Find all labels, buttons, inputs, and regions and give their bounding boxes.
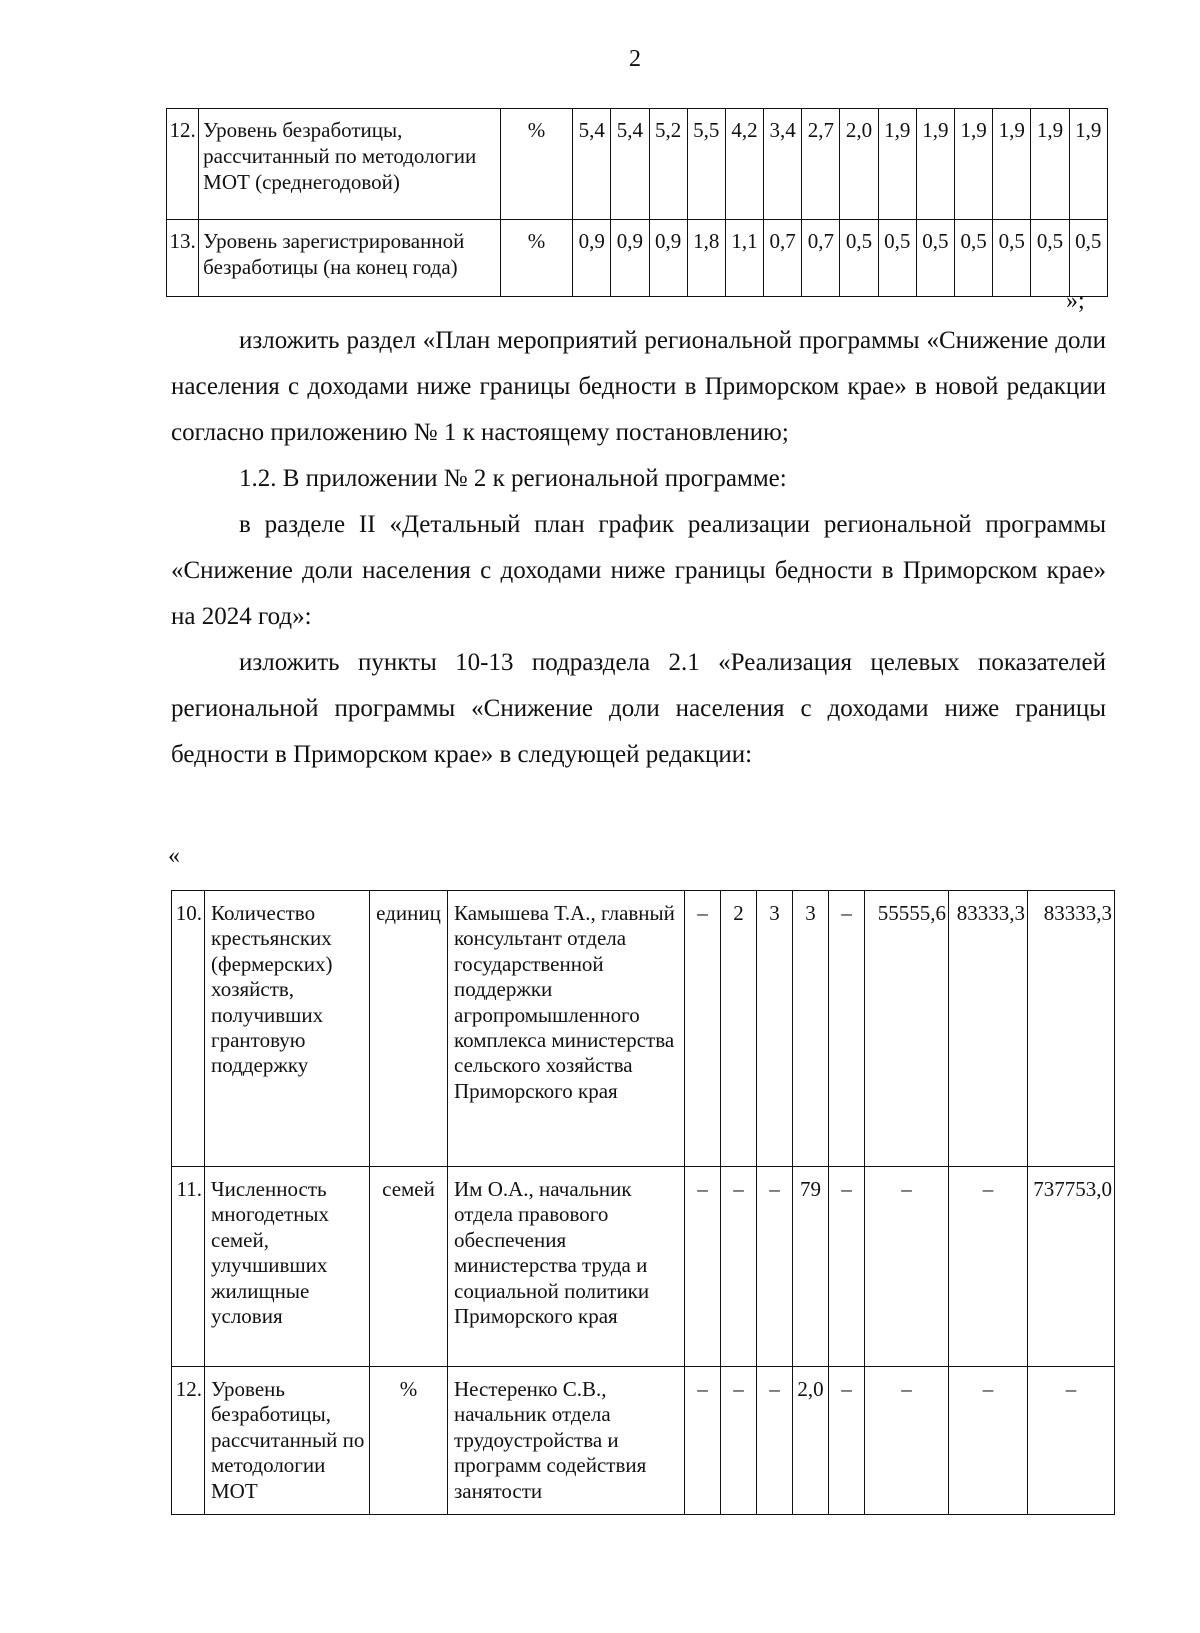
paragraph: в разделе II «Детальный план график реализации региональной программы «Снижение доли населения с доходами ниже границы бедности в Приморском крае» на 2024 год»: (171, 511, 1106, 630)
value-cell: 1,1 (725, 220, 763, 297)
amount-cell: – (949, 1367, 1028, 1515)
amount-cell: 83333,3 (1028, 891, 1115, 1167)
responsible-person: Нестеренко С.В., начальник отдела трудоустройства и программ содействия занятости (448, 1367, 685, 1515)
value-cell: 0,5 (1069, 220, 1107, 297)
responsible-person: Камышева Т.А., главный консультант отдела государственной поддержки агропромышленного комплекса министерства сельского хозяйства Приморского края (448, 891, 685, 1167)
opening-quote: « (168, 843, 180, 869)
indicators-table-top (166, 108, 1108, 297)
value-cell: – (685, 1167, 721, 1367)
indicator-name: Количество крестьянских (фермерских) хозяйств, получивших грантовую поддержку (205, 891, 370, 1167)
unit: % (500, 220, 572, 297)
row-number: 11. (172, 1167, 205, 1367)
value-cell: 1,9 (955, 109, 993, 220)
value-cell: 1,9 (1031, 109, 1069, 220)
unit: единиц (370, 891, 448, 1167)
value-cell: 3,4 (764, 109, 802, 220)
unit: % (370, 1367, 448, 1515)
row-number: 12. (172, 1367, 205, 1515)
value-cell: 3 (757, 891, 793, 1167)
value-cell: – (757, 1367, 793, 1515)
body-text (171, 318, 1106, 778)
page-number: 2 (629, 46, 641, 72)
amount-cell: – (949, 1167, 1028, 1367)
value-cell: 0,9 (611, 220, 649, 297)
value-cell: – (721, 1367, 757, 1515)
table-row (172, 891, 1115, 1167)
value-cell: 4,2 (725, 109, 763, 220)
value-cell: 0,5 (916, 220, 954, 297)
value-cell: 0,7 (764, 220, 802, 297)
unit: семей (370, 1167, 448, 1367)
value-cell: 2,0 (793, 1367, 829, 1515)
amount-cell: – (865, 1167, 949, 1367)
value-cell: 1,9 (878, 109, 916, 220)
value-cell: 1,9 (993, 109, 1031, 220)
paragraph: 1.2. В приложении № 2 к региональной программе: (239, 465, 787, 492)
value-cell: 0,9 (649, 220, 687, 297)
paragraph: изложить пункты 10-13 подраздела 2.1 «Реализация целевых показателей региональной программы «Снижение доли населения с доходами ниже границы бедности в Приморском крае» в следующей редакции: (171, 649, 1106, 768)
table-row (167, 109, 1108, 220)
indicator-name: Уровень безработицы, рассчитанный по методологии МОТ (205, 1367, 370, 1515)
value-cell: – (829, 1367, 865, 1515)
indicators-table-bottom (171, 890, 1115, 1515)
indicator-name: Численность многодетных семей, улучшивших жилищные условия (205, 1167, 370, 1367)
value-cell: 0,5 (1031, 220, 1069, 297)
closing-quote: »; (1066, 288, 1085, 314)
value-cell: 0,5 (993, 220, 1031, 297)
row-number: 10. (172, 891, 205, 1167)
value-cell: 5,2 (649, 109, 687, 220)
amount-cell: – (1028, 1367, 1115, 1515)
value-cell: 2,0 (840, 109, 878, 220)
responsible-person: Им О.А., начальник отдела правового обеспечения министерства труда и социальной политики Приморского края (448, 1167, 685, 1367)
row-number: 12. (167, 109, 199, 220)
value-cell: 0,5 (955, 220, 993, 297)
value-cell: 1,9 (916, 109, 954, 220)
value-cell: – (829, 891, 865, 1167)
value-cell: 79 (793, 1167, 829, 1367)
amount-cell: – (865, 1367, 949, 1515)
table-row (172, 1367, 1115, 1515)
value-cell: 0,5 (878, 220, 916, 297)
unit: % (500, 109, 572, 220)
table-row (167, 220, 1108, 297)
amount-cell: 737753,0 (1028, 1167, 1115, 1367)
indicator-name: Уровень безработицы, рассчитанный по методологии МОТ (среднегодовой) (199, 109, 501, 220)
value-cell: 0,5 (840, 220, 878, 297)
value-cell: 0,7 (802, 220, 840, 297)
value-cell: 5,4 (573, 109, 611, 220)
value-cell: – (721, 1167, 757, 1367)
row-number: 13. (167, 220, 199, 297)
table-row (172, 1167, 1115, 1367)
value-cell: 5,4 (611, 109, 649, 220)
value-cell: 0,9 (573, 220, 611, 297)
amount-cell: 83333,3 (949, 891, 1028, 1167)
value-cell: 3 (793, 891, 829, 1167)
amount-cell: 55555,6 (865, 891, 949, 1167)
value-cell: 2,7 (802, 109, 840, 220)
value-cell: 5,5 (687, 109, 725, 220)
value-cell: 1,8 (687, 220, 725, 297)
value-cell: – (829, 1167, 865, 1367)
indicator-name: Уровень зарегистрированной безработицы (на конец года) (199, 220, 501, 297)
value-cell: – (685, 891, 721, 1167)
value-cell: – (757, 1167, 793, 1367)
paragraph: изложить раздел «План мероприятий региональной программы «Снижение доли населения с доходами ниже границы бедности в Приморском крае» в новой редакции согласно приложению № 1 к настоящему постановлению; (171, 327, 1106, 446)
value-cell: 1,9 (1069, 109, 1107, 220)
value-cell: – (685, 1367, 721, 1515)
value-cell: 2 (721, 891, 757, 1167)
